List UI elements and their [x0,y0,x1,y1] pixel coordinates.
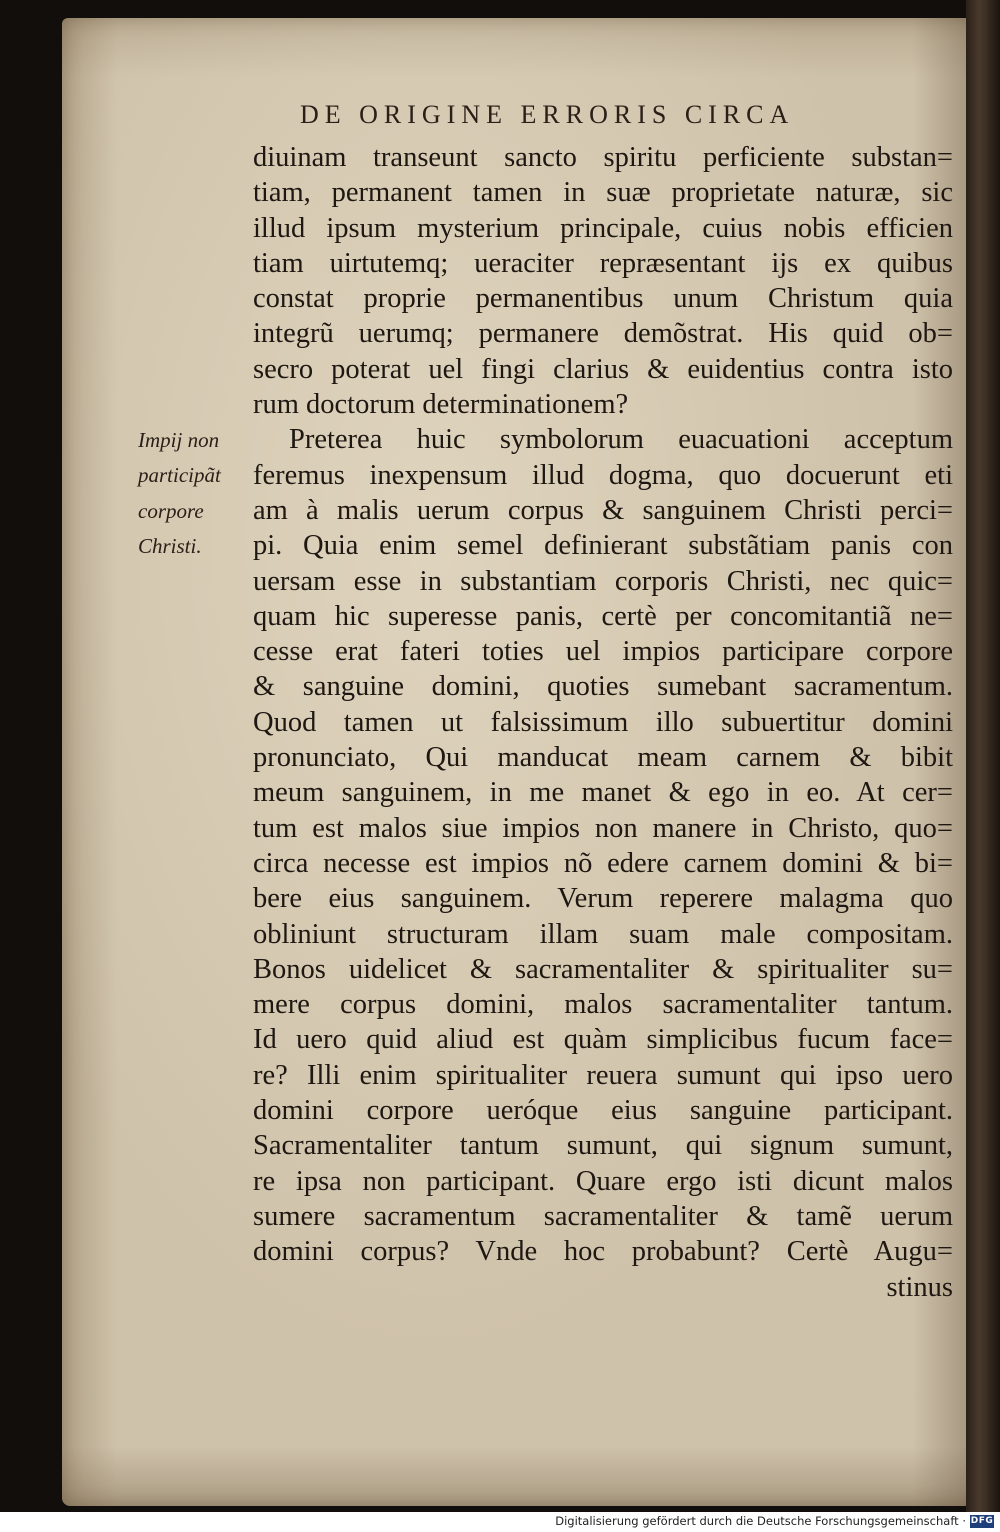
dfg-logo-icon: DFG [970,1516,994,1526]
text-line: Sacramentaliter tantum sumunt, qui signum sumunt, [253,1130,953,1162]
book-gutter [966,0,1000,1512]
funding-credit: Digitalisierung gefördert durch die Deutsche Forschungsgemeinschaft · [555,1514,966,1528]
footer-bar [0,1512,1000,1532]
text-line: feremus inexpensum illud dogma, quo docuerunt eti [253,459,953,491]
catchword: stinus [886,1271,953,1303]
text-line: tum est malos siue impios non manere in Christo, quo= [253,812,953,844]
text-line: Bonos uidelicet & sacramentaliter & spiritualiter su= [253,953,953,985]
text-line: pi. Quia enim semel definierant substãtiam panis con [253,530,953,562]
marginal-note-line: participãt [138,463,221,488]
text-line: illud ipsum mysterium principale, cuius nobis efficien [253,212,953,244]
text-line: Preterea huic symbolorum euacuationi acceptum [289,424,953,456]
text-line: meum sanguinem, in me manet & ego in eo. At cer= [253,777,953,809]
text-line: tiam, permanent tamen in suæ proprietate naturæ, sic [253,177,953,209]
text-line: quam hic superesse panis, certè per concomitantiã ne= [253,600,953,632]
text-line: domini corpus? Vnde hoc probabunt? Certè Augu= [253,1236,953,1268]
marginal-note-line: corpore [138,498,204,523]
text-line: rum doctorum determinationem? [253,389,629,421]
text-line: re ipsa non participant. Quare ergo isti dicunt malos [253,1165,953,1197]
marginal-note-line: Impij non [138,428,220,452]
text-line: tiam uirtutemq; ueraciter repræsentant ijs ex quibus [253,247,953,279]
text-line: secro poterat uel fingi clarius & euidentius contra isto [253,353,953,385]
text-line: pronunciato, Qui manducat meam carnem & bibit [253,742,953,774]
text-line: cesse erat fateri toties uel impios participare corpore [253,636,953,668]
text-line: Quod tamen ut falsissimum illo subuertitur domini [253,706,953,738]
text-line: diuinam transeunt sancto spiritu perficiente substan= [253,142,953,173]
running-head: DE ORIGINE ERRORIS CIRCA [300,100,795,129]
marginal-note [138,423,256,564]
text-line: Id uero quid aliud est quàm simplicibus fucum face= [253,1024,953,1056]
text-line: domini corpore ueróque eius sanguine participant. [253,1095,953,1127]
body-text [253,140,953,1305]
marginal-note-line: Christi. [138,533,202,558]
text-line: uersam esse in substantiam corporis Christi, nec quic= [253,565,953,597]
text-line: obliniunt structuram illam suam male compositam. [253,918,953,950]
text-line: circa necesse est impios nõ edere carnem domini & bi= [253,847,953,879]
text-line: bere eius sanguinem. Verum reperere malagma quo [253,883,953,915]
text-line: sumere sacramentum sacramentaliter & tamẽ uerum [253,1200,953,1232]
text-line: am à malis uerum corpus & sanguinem Christi perci= [253,494,953,526]
text-line: & sanguine domini, quoties sumebant sacramentum. [253,671,953,703]
text-line: mere corpus domini, malos sacramentaliter tantum. [253,989,953,1021]
text-line: re? Illi enim spiritualiter reuera sumunt qui ipso uero [253,1059,953,1091]
text-line: constat proprie permanentibus unum Christum quia [253,283,953,315]
text-line: integrũ uerumq; permanere demõstrat. His quid ob= [253,318,953,350]
